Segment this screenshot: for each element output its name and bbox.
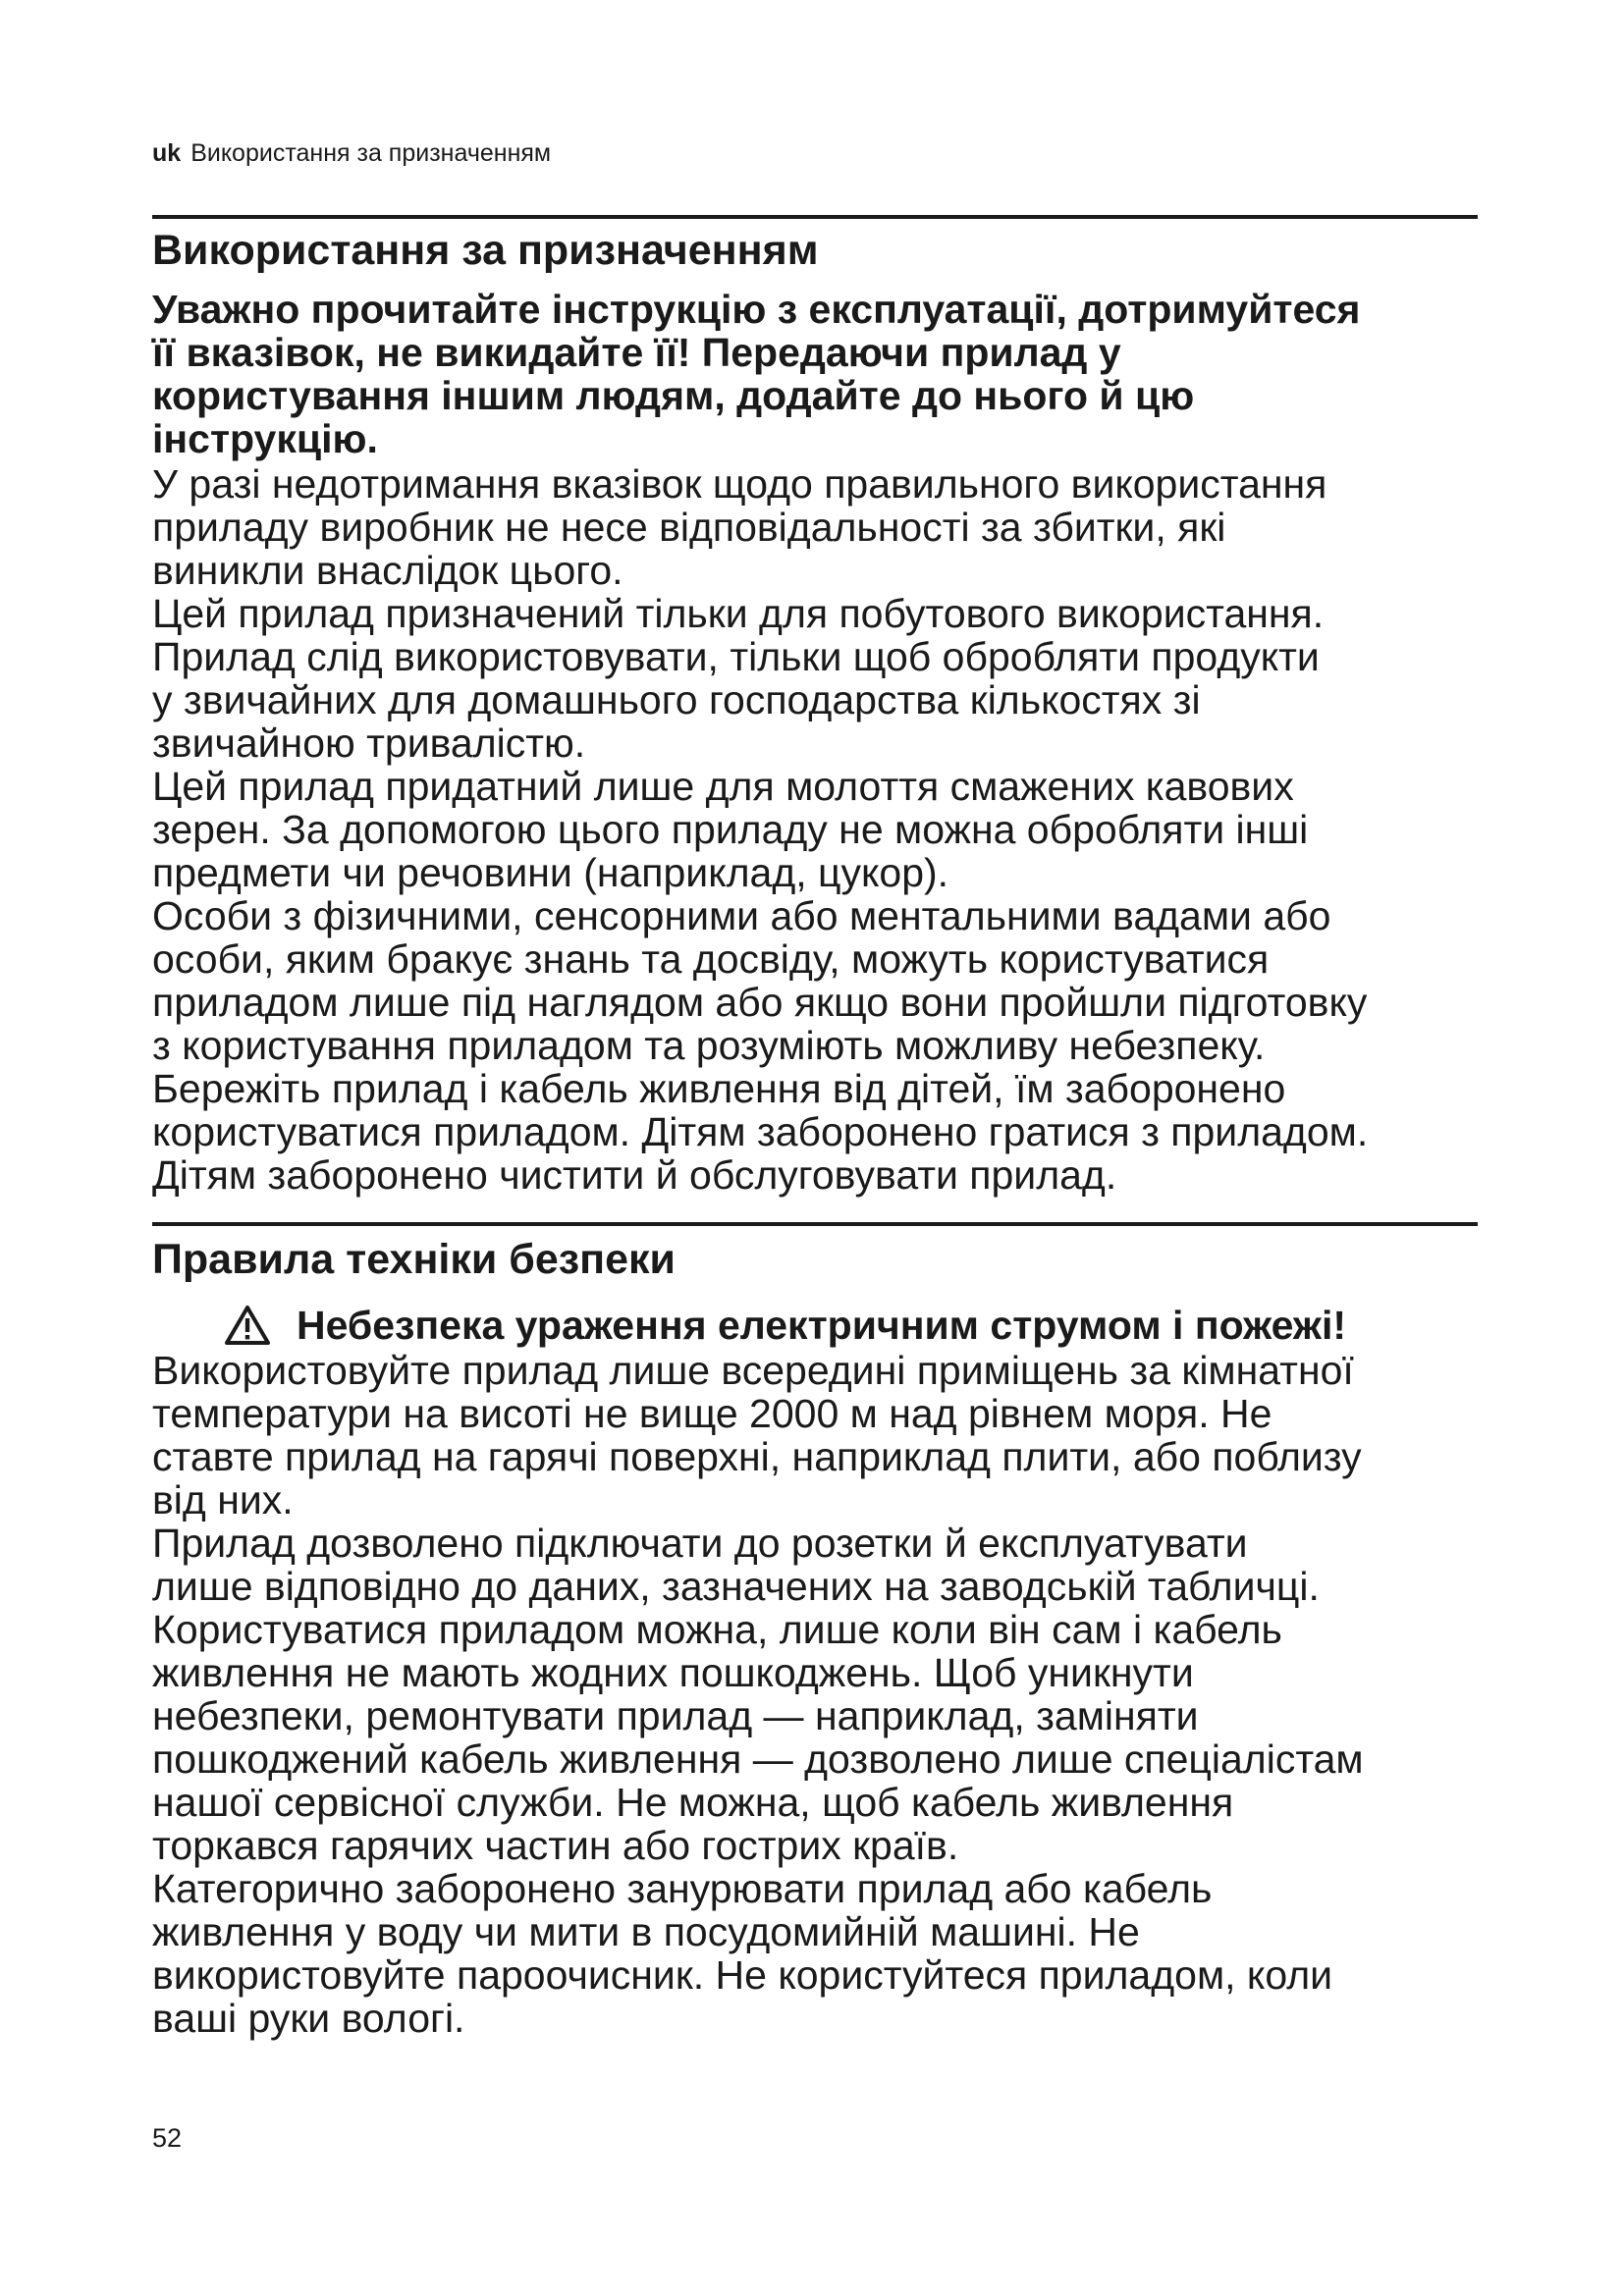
body-line: живлення у воду чи мити в посудомийній машині. Не — [152, 1909, 1140, 1954]
safety-rules-body — [152, 1349, 1488, 2040]
section-title-intended-use: Використання за призначенням — [152, 227, 819, 274]
body-line: температури на висоті не вище 2000 м над рівнем моря. Не — [152, 1391, 1272, 1436]
body-line: у звичайних для домашнього господарства кількостях зі — [152, 677, 1201, 722]
body-line: Бережіть прилад і кабель живлення від дітей, їм заборонено — [152, 1066, 1286, 1111]
body-line: небезпеки, ремонтувати прилад — наприклад, заміняти — [152, 1693, 1199, 1738]
warning-heading — [224, 1303, 1346, 1348]
body-line: користуватися приладом. Дітям заборонено гратися з приладом. — [152, 1109, 1369, 1154]
body-line: звичайною тривалістю. — [152, 721, 586, 766]
page-number: 52 — [152, 2123, 183, 2153]
body-line: торкався гарячих частин або гострих країв. — [152, 1823, 959, 1868]
body-line: виникли внаслідок цього. — [152, 548, 623, 593]
intended-use-body — [152, 462, 1488, 1197]
body-line: Дітям заборонено чистити й обслуговувати прилад. — [152, 1152, 1117, 1198]
section-divider — [152, 215, 1478, 219]
body-line: використовуйте пароочисник. Не користуйтеся приладом, коли — [152, 1952, 1333, 1998]
body-line: живлення не мають жодних пошкоджень. Щоб уникнути — [152, 1650, 1194, 1695]
body-line: приладом лише під наглядом або якщо вони пройшли підготовку — [152, 980, 1368, 1025]
intro-notice — [152, 288, 1488, 460]
intro-line: її вказівок, не викидайте її! Передаючи прилад у — [152, 330, 1121, 375]
intro-line: користування іншим людям, додайте до нього й цю — [152, 373, 1195, 418]
language-code: uk — [152, 139, 182, 167]
body-line: Користуватися приладом можна, лише коли він сам і кабель — [152, 1607, 1282, 1652]
body-line: зерен. За допомогою цього приладу не можна обробляти інші — [152, 807, 1309, 852]
body-line: лише відповідно до даних, зазначених на заводській табличці. — [152, 1564, 1320, 1609]
running-header-section: Використання за призначенням — [190, 139, 552, 167]
body-line: приладу виробник не несе відповідальності за збитки, які — [152, 505, 1226, 550]
body-line: ваші руки вологі. — [152, 1996, 465, 2041]
section-divider — [152, 1222, 1478, 1226]
body-line: нашої сервісної служби. Не можна, щоб кабель живлення — [152, 1780, 1234, 1825]
body-line: пошкоджений кабель живлення — дозволено лише спеціалістам — [152, 1736, 1364, 1782]
body-line: з користування приладом та розуміють можливу небезпеку. — [152, 1023, 1266, 1068]
body-line: Категорично заборонено занурювати прилад або кабель — [152, 1866, 1213, 1911]
body-line: особи, яким бракує знань та досвіду, можуть користуватися — [152, 936, 1270, 982]
body-line: Прилад дозволено підключати до розетки й експлуатувати — [152, 1521, 1248, 1566]
intro-line: інструкцію. — [152, 416, 378, 461]
body-line: Цей прилад придатний лише для молоття смажених кавових — [152, 764, 1294, 809]
running-header — [152, 138, 551, 168]
body-line: від них. — [152, 1477, 294, 1522]
warning-triangle-icon — [224, 1305, 271, 1346]
body-line: предмети чи речовини (наприклад, цукор). — [152, 850, 949, 895]
body-line: У разі недотримання вказівок щодо правильного використання — [152, 461, 1327, 507]
warning-text: Небезпека ураження електричним струмом і пожежі! — [297, 1303, 1347, 1348]
body-line: ставте прилад на гарячі поверхні, наприклад плити, або поблизу — [152, 1434, 1362, 1479]
body-line: Цей прилад призначений тільки для побутового використання. — [152, 591, 1325, 636]
body-line: Прилад слід використовувати, тільки щоб обробляти продукти — [152, 634, 1320, 679]
body-line: Особи з фізичними, сенсорними або ментальними вадами або — [152, 893, 1331, 938]
intro-line: Уважно прочитайте інструкцію з експлуатації, дотримуйтеся — [152, 287, 1361, 332]
body-line: Використовуйте прилад лише всередині приміщень за кімнатної — [152, 1348, 1354, 1393]
section-title-safety-rules: Правила техніки безпеки — [152, 1236, 676, 1283]
